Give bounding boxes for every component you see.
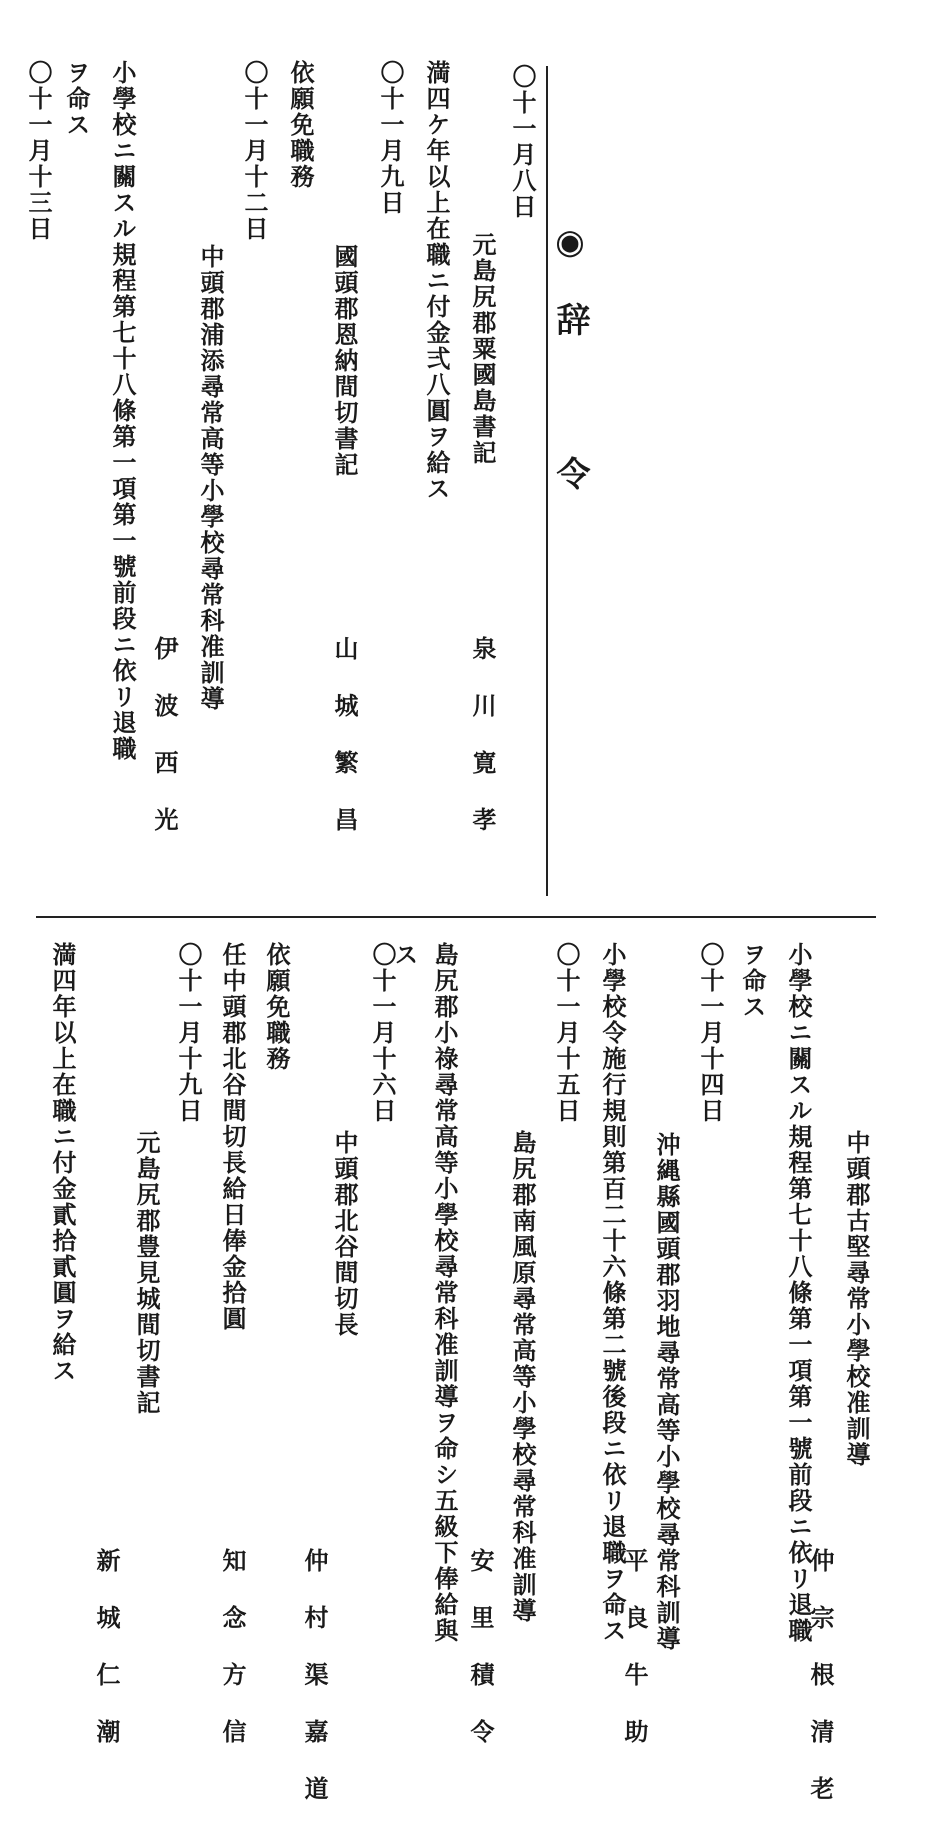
entry-text: 満四年以上在職ニ付金貳拾貳圓ヲ給ス bbox=[48, 942, 77, 1384]
entry-text: 満四ケ年以上在職ニ付金弍八圓ヲ給ス bbox=[422, 60, 451, 502]
entry-text: 依願免職務 bbox=[262, 942, 291, 1072]
person-name: 仲 村 渠 嘉 道 bbox=[300, 1548, 329, 1802]
entry-text: 任中頭郡北谷間切長給日俸金拾圓 bbox=[218, 942, 247, 1332]
person-name: 泉 川 寛 孝 bbox=[468, 636, 497, 833]
date-nov-15: 〇十一月十五日 bbox=[552, 942, 581, 1124]
entry-title: 元島尻郡粟國島書記 bbox=[468, 232, 497, 466]
person-name: 新 城 仁 潮 bbox=[92, 1548, 121, 1745]
person-name: 伊 波 西 光 bbox=[150, 636, 179, 833]
person-name: 山 城 繁 昌 bbox=[330, 636, 359, 833]
person-name: 安 里 積 令 bbox=[466, 1548, 495, 1745]
entry-title: 中頭郡古堅尋常小學校准訓導 bbox=[842, 1130, 871, 1468]
horizontal-rule bbox=[36, 916, 876, 918]
section-heading: ◉辞 令 bbox=[550, 222, 590, 530]
date-nov-13: 〇十一月十三日 bbox=[24, 60, 53, 242]
person-name: 知 念 方 信 bbox=[218, 1548, 247, 1745]
vertical-rule bbox=[546, 66, 548, 896]
date-nov-8: 〇十一月八日 bbox=[508, 64, 537, 220]
date-nov-16: 〇十一月十六日 bbox=[368, 942, 397, 1124]
date-nov-9: 〇十一月九日 bbox=[376, 60, 405, 216]
entry-title: 國頭郡恩納間切書記 bbox=[330, 244, 359, 478]
entry-title: 中頭郡北谷間切長 bbox=[330, 1130, 359, 1338]
entry-text: 小學校ニ關スル規程第七十八條第一項第一號前段ニ依リ退職 bbox=[108, 60, 137, 762]
person-name: 仲 宗 根 清 老 bbox=[806, 1548, 835, 1802]
entry-title: 沖縄縣國頭郡羽地尋常高等小學校尋常科訓導 bbox=[652, 1132, 681, 1652]
entry-text: 小學校ニ關スル規程第七十八條第一項第一號前段ニ依リ退職 bbox=[784, 942, 813, 1644]
entry-text: 島尻郡小祿尋常高等小學校尋常科准訓導ヲ命シ五級下俸給與 bbox=[430, 942, 459, 1644]
date-nov-19: 〇十一月十九日 bbox=[174, 942, 203, 1124]
entry-title: 島尻郡南風原尋常高等小學校尋常科准訓導 bbox=[508, 1130, 537, 1624]
date-nov-14: 〇十一月十四日 bbox=[696, 942, 725, 1124]
entry-text: ヲ命ス bbox=[738, 942, 767, 1020]
entry-title: 元島尻郡豊見城間切書記 bbox=[132, 1130, 161, 1416]
entry-text: ヲ命ス bbox=[62, 60, 91, 138]
entry-text: 依願免職務 bbox=[286, 60, 315, 190]
entry-text: ス bbox=[390, 942, 419, 968]
entry-text: 小學校令施行規則第百二十六條第二號後段ニ依リ退職ヲ命ス bbox=[598, 942, 627, 1644]
entry-title: 中頭郡浦添尋常高等小學校尋常科准訓導 bbox=[196, 244, 225, 712]
person-name: 平 良 牛 助 bbox=[620, 1548, 649, 1745]
date-nov-12: 〇十一月十二日 bbox=[240, 60, 269, 242]
